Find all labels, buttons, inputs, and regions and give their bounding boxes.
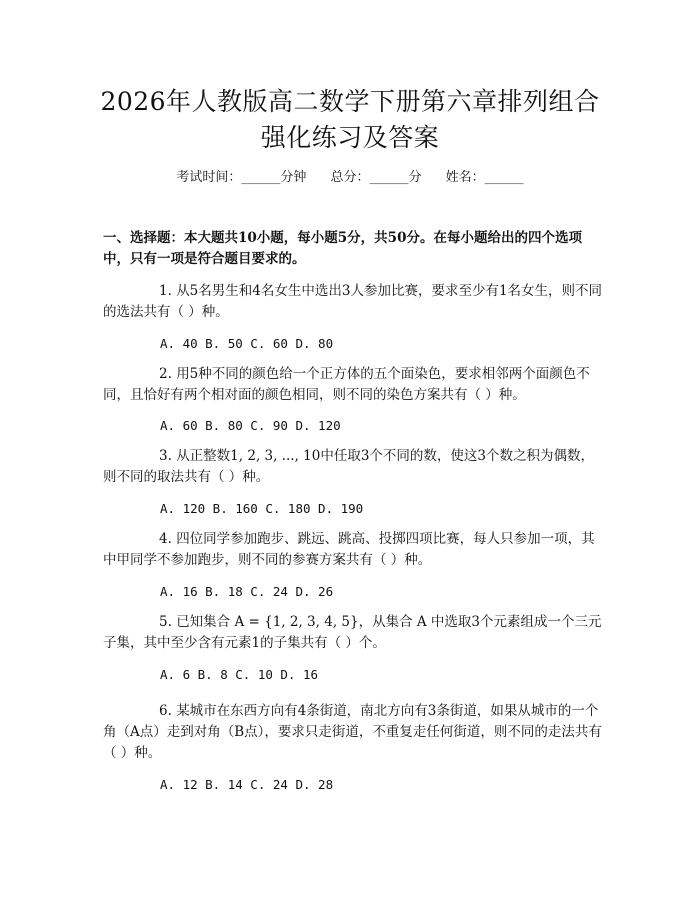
question-1-text: 从5名男生和4名女生中选出3人参加比赛，要求至少有1名女生，则不同的选法共有（ ）种。	[103, 283, 603, 320]
question-4-text: 四位同学参加跑步、跳远、跳高、投掷四项比赛，每人只参加一项，其中甲同学不参加跑步，则不同的参赛方案共有（ ）种。	[103, 531, 595, 568]
question-5-text: 已知集合 A = {1, 2, 3, 4, 5}，从集合 A 中选取3个元素组成一个三元子集，其中至少含有元素1的子集共有（ ）个。	[103, 614, 602, 651]
total-score-field: 总分：______分	[330, 170, 422, 185]
question-3	[103, 446, 605, 488]
question-2-number: 2.	[159, 366, 172, 382]
question-4-options: A. 16 B. 18 C. 24 D. 26	[160, 584, 334, 599]
question-5	[103, 612, 605, 654]
question-2-text: 用5种不同的颜色给一个正方体的五个面染色，要求相邻两个面颜色不同，且恰好有两个相对面的颜色相同，则不同的染色方案共有（ ）种。	[103, 366, 590, 403]
question-1-number: 1.	[159, 283, 172, 299]
question-6-options: A. 12 B. 14 C. 24 D. 28	[160, 777, 334, 792]
question-6-number: 6.	[159, 703, 172, 719]
question-2	[103, 364, 605, 406]
document-title-line-2: 强化练习及答案	[260, 123, 440, 152]
question-1-options: A. 40 B. 50 C. 60 D. 80	[160, 336, 334, 351]
question-3-text: 从正整数1, 2, 3, ..., 10中任取3个不同的数，使这3个数之积为偶数，则不同的取法共有（ ）种。	[103, 448, 595, 485]
question-5-number: 5.	[159, 614, 172, 630]
question-1	[103, 281, 605, 323]
multiple-choice-section-heading: 一、选择题：本大题共10小题，每小题5分，共50分。在每小题给出的四个选项中，只有一项是符合题目要求的。	[103, 230, 582, 267]
question-3-number: 3.	[159, 448, 172, 464]
question-4	[103, 529, 605, 571]
question-2-options: A. 60 B. 80 C. 90 D. 120	[160, 418, 341, 433]
document-title-line-1: 2026年人教版高二数学下册第六章排列组合	[100, 87, 600, 116]
student-name-field: 姓名：______	[445, 170, 524, 185]
question-3-options: A. 120 B. 160 C. 180 D. 190	[160, 501, 364, 516]
question-6	[103, 701, 605, 764]
exam-meta	[0, 169, 700, 187]
question-5-options: A. 6 B. 8 C. 10 D. 16	[160, 667, 319, 682]
question-4-number: 4.	[159, 531, 172, 547]
question-6-text: 某城市在东西方向有4条街道，南北方向有3条街道，如果从城市的一个角（A点）走到对角（B点），要求只走街道，不重复走任何街道，则不同的走法共有（ ）种。	[103, 703, 602, 761]
exam-time-field: 考试时间：______分钟	[176, 170, 307, 185]
